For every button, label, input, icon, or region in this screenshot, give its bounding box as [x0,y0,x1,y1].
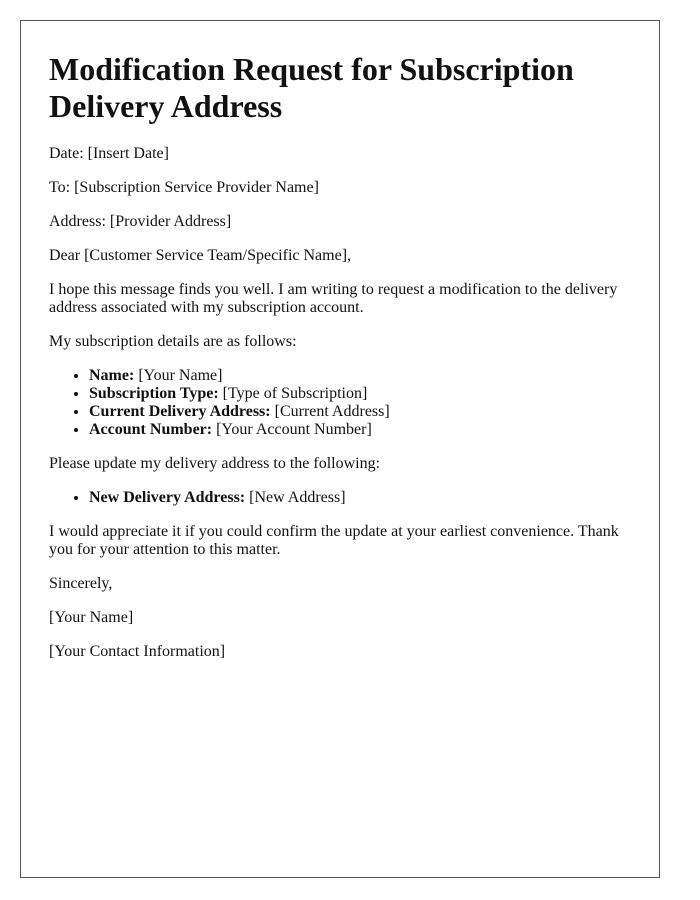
recipient-line: To: [Subscription Service Provider Name] [49,179,319,196]
new-address-label: New Delivery Address: [89,489,246,506]
salutation: Dear [Customer Service Team/Specific Name], [49,247,352,264]
subscription-details-list [49,367,629,439]
details-intro: My subscription details are as follows: [49,333,297,350]
signoff: Sincerely, [49,575,113,592]
update-intro: Please update my delivery address to the following: [49,455,381,472]
date-line: Date: [Insert Date] [49,145,169,162]
new-address-value: [New Address] [245,489,346,506]
detail-value: [Type of Subscription] [218,385,368,402]
detail-value: [Your Name] [134,367,223,384]
letter-page [20,20,660,878]
detail-value: [Current Address] [270,403,390,420]
signature-name: [Your Name] [49,609,134,626]
list-item [89,489,629,507]
letter-content [49,51,629,677]
detail-label: Name: [89,367,135,384]
letter-title: Modification Request for Subscription Delivery Address [49,51,574,124]
detail-label: Subscription Type: [89,385,219,402]
new-address-list [49,489,629,507]
intro-paragraph: I hope this message finds you well. I am writing to request a modification to the delivery address associated with my subscription account. [49,281,618,316]
list-item [89,367,629,385]
list-item [89,421,629,439]
recipient-address-line: Address: [Provider Address] [49,213,232,230]
list-item [89,385,629,403]
detail-label: Current Delivery Address: [89,403,271,420]
closing-paragraph: I would appreciate it if you could confirm the update at your earliest convenience. Thank you for your attention to this matter. [49,523,619,558]
signature-contact: [Your Contact Information] [49,643,226,660]
detail-label: Account Number: [89,421,213,438]
list-item [89,403,629,421]
detail-value: [Your Account Number] [212,421,372,438]
